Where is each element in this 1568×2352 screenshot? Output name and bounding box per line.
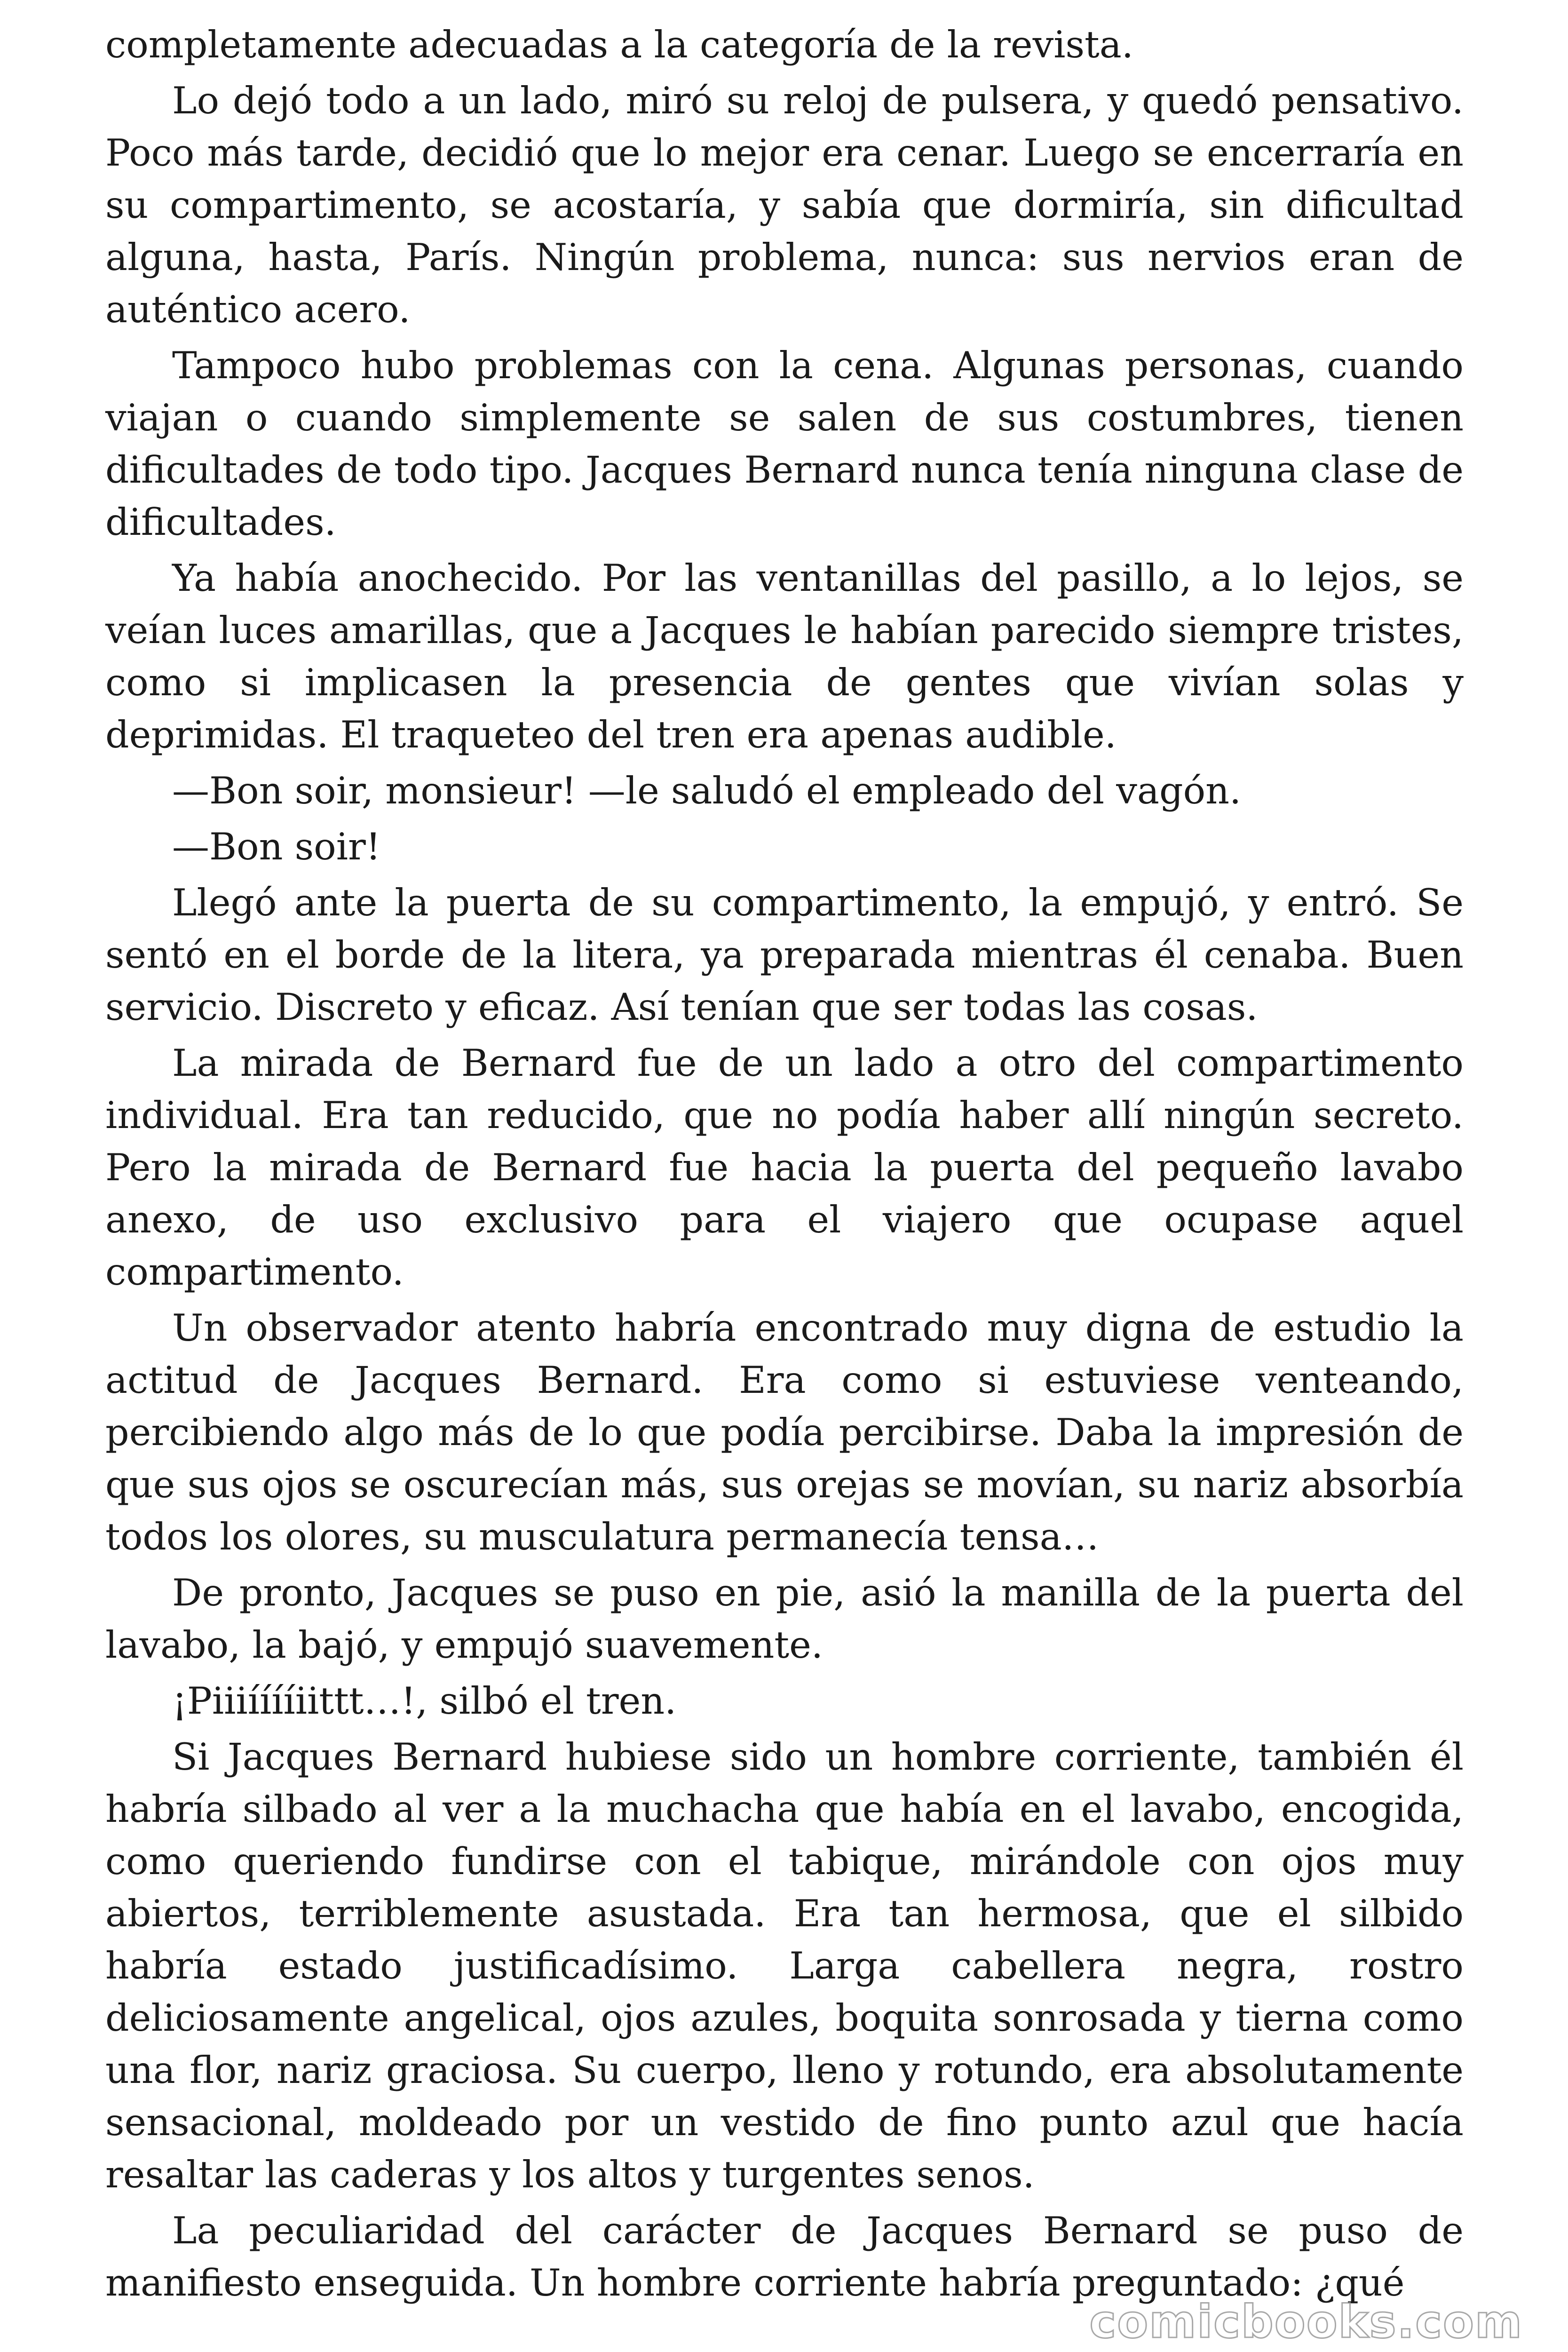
paragraph-1: completamente adecuadas a la categoría de la revista.: [105, 23, 1134, 66]
paragraph-7: Llegó ante la puerta de su compartimento, la empujó, y entró. Se sentó en el borde de la litera, ya preparada mientras él cenaba. Buen servicio. Discreto y eficaz. Así tenían que ser todas las cosas.: [105, 881, 1464, 1029]
paragraph-10: De pronto, Jacques se puso en pie, asió la manilla de la puerta del lavabo, la bajó, y empujó suavemente.: [105, 1571, 1464, 1667]
paragraph-5: —Bon soir, monsieur! —le saludó el empleado del vagón.: [172, 769, 1242, 812]
paragraph-11: ¡Piiiííííiittt…!, silbó el tren.: [172, 1679, 677, 1723]
paragraph-12: Si Jacques Bernard hubiese sido un hombre corriente, también él habría silbado al ver a la muchacha que había en el lavabo, encogida, como queriendo fundirse con el tabique, mirándole con ojos muy abiertos, terriblemente asustada. Era tan hermosa, que el silbido habría estado justificadísimo. Larga cabellera negra, rostro deliciosamente angelical, ojos azules, boquita sonrosada y tierna como una flor, nariz graciosa. Su cuerpo, lleno y rotundo, era absolutamente sensacional, moldeado por un vestido de fino punto azul que hacía resaltar las caderas y los altos y turgentes senos.: [105, 1735, 1464, 2196]
book-page: [105, 19, 1464, 2313]
paragraph-6: —Bon soir!: [172, 825, 381, 868]
paragraph-8: La mirada de Bernard fue de un lado a otro del compartimento individual. Era tan reducido, que no podía haber allí ningún secreto. Pero la mirada de Bernard fue hacia la puerta del pequeño lavabo anexo, de uso exclusivo para el viajero que ocupase aquel compartimento.: [105, 1041, 1464, 1294]
paragraph-13: La peculiaridad del carácter de Jacques Bernard se puso de manifiesto enseguida. Un hombre corriente habría preguntado: ¿qué: [105, 2209, 1464, 2304]
paragraph-4: Ya había anochecido. Por las ventanillas del pasillo, a lo lejos, se veían luces amarillas, que a Jacques le habían parecido siempre tristes, como si implicasen la presencia de gentes que vivían solas y deprimidas. El traqueteo del tren era apenas audible.: [105, 556, 1464, 756]
paragraph-2: Lo dejó todo a un lado, miró su reloj de pulsera, y quedó pensativo. Poco más tarde, decidió que lo mejor era cenar. Luego se encerraría en su compartimento, se acostaría, y sabía que dormiría, sin dificultad alguna, hasta, París. Ningún problema, nunca: sus nervios eran de auténtico acero.: [105, 79, 1464, 331]
site-watermark: comicbooks.com: [1089, 2296, 1523, 2348]
paragraph-9: Un observador atento habría encontrado muy digna de estudio la actitud de Jacques Bernard. Era como si estuviese venteando, percibiendo algo más de lo que podía percibirse. Daba la impresión de que sus ojos se oscurecían más, sus orejas se movían, su nariz absorbía todos los olores, su musculatura permanecía tensa…: [105, 1306, 1464, 1558]
paragraph-3: Tampoco hubo problemas con la cena. Algunas personas, cuando viajan o cuando simplemente se salen de sus costumbres, tienen dificultades de todo tipo. Jacques Bernard nunca tenía ninguna clase de dificultades.: [105, 344, 1464, 544]
